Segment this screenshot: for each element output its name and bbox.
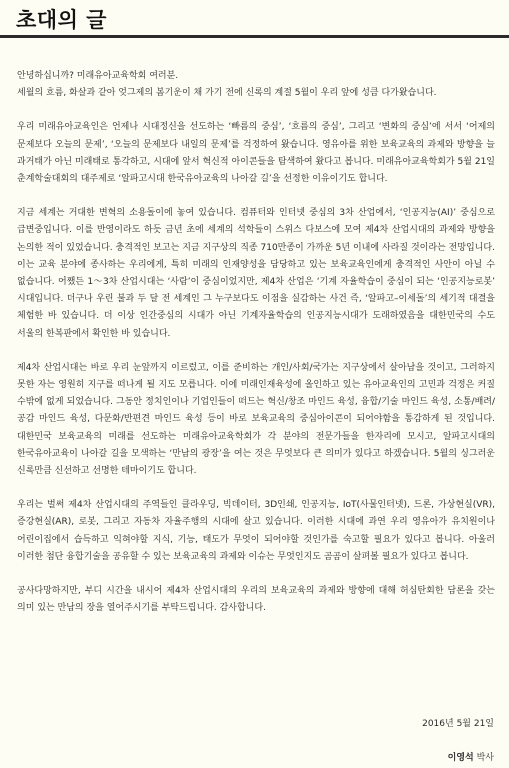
page-title: 초대의 글 — [16, 8, 107, 32]
signer-name: 이영석 — [447, 753, 474, 763]
letter-date: 2016년 5월 21일 — [422, 719, 494, 729]
paragraph-3: 제4차 산업시대는 바로 우리 눈앞까지 이르렀고, 이를 준비하는 개인/사회/국가는 지구상에서 살아남을 것이고, 그러하지 못한 자는 영원히 지구를 떠나게 될 지도 모릅니다. 이에 미래인재육성에 올인하고 있는 유아교육인의 고민과 걱정은 커질 수밖에 없게 되었습니다. 그동안 정치인이나 기업인들이 떠드는 혁신/창조 마인드 육성, 융합/기술 마인드 육성, 소통/배려/공감 마인드 육성, 다문화/반편견 마인드 육성 등이 바로 보육교육의 중심아이콘이 되어야함을 통감하게 된 것입니다. 대한민국 보육교육의 미래를 선도하는 미래유아교육학회가 각 분야의 전문가들을 한자리에 모시고, 알파고시대의 한국유아교육이 나아갈 길을 모색하는 ‘만남의 광장’을 여는 것은 무엇보다 큰 의미가 있다고 하겠습니다. 5월의 싱그러운 신록만큼 신선하고 선명한 테마이기도 합니다. — [17, 362, 495, 477]
paragraph-1: 우리 미래유아교육인은 언제나 시대정신을 선도하는 ‘빠름의 중심’, ‘흐름의 중심’, 그리고 ‘변화의 중심’에 서서 ‘어제의 문제보다 오늘의 문제’, ‘오늘의 문제보다 내일의 문제’를 걱정하여 왔습니다. 영유아를 위한 보육교육의 과제와 방향을 늘 과거태가 아닌 미래태로 통각하고, 시대에 앞서 혁신적 아이콘들을 탐색하여 왔다고 봅니다. 미래유아교육학회가 5월 21일 춘계학술대회의 대주제로 ‘알파고시대 한국유아교육의 나아갈 길’을 선정한 이유이기도 합니다. — [17, 122, 495, 185]
paragraph-2: 지금 세계는 거대한 변혁의 소용돌이에 놓여 있습니다. 컴퓨터와 인터넷 중심의 3차 산업에서, ‘인공지능(AI)’ 중심으로 급변중입니다. 이를 반영이라도 하듯 금년 초에 세계의 석학들이 스위스 다보스에 모여 제4차 산업시대의 과제와 방향을 논의한 적이 있었습니다. 충격적인 보고는 지금 지구상의 직종 710만종이 가까운 5년 이내에 사라질 것이라는 전망입니다. 이는 교육 분야에 종사하는 우리에게, 특히 미래의 인재양성을 담당하고 있는 보육교육인에게 충격적인 사안이 아닐 수 없습니다. 어쨌든 1～3차 산업시대는 ‘사람’이 중심이었지만, 제4차 산업은 ‘기계 자율학습이 중심이 되는 ‘인공지능로봇’ 시대입니다. 더구나 우린 불과 두 달 전 세계인 그 누구보다도 이점을 실감하는 사건 즉, ‘알파고–이세돌’의 세기적 대결을 체험한 바 있습니다. 더 이상 인간중심의 시대가 아닌 기계자율학습의 인공지능시대가 도래하였음을 대한민국의 수도 서울의 한복판에서 확인한 바 있습니다. — [17, 208, 495, 339]
letter-body — [17, 68, 495, 634]
greeting-line-1: 안녕하십니까? 미래유아교육학회 여러분. — [17, 71, 179, 81]
signer-title: 박사 — [473, 753, 494, 763]
greeting — [17, 68, 495, 102]
paragraph-4: 우리는 벌써 제4차 산업시대의 주역들인 클라우딩, 빅데이터, 3D인쇄, 인공지능, IoT(사물인터넷), 드론, 가상현실(VR), 증강현실(AR), 로봇, 그리고 자동차 자율주행의 시대에 살고 있습니다. 이러한 시대에 과연 우리 영유아가 유치원이나 어린이집에서 습득하고 익혀야할 지식, 기능, 태도가 무엇이 되어야할 것인가를 숙고할 필요가 있다고 봅니다. 아울러 이러한 첨단 융합기술을 공유할 수 있는 보육교육의 과제와 이슈는 무엇인지도 곰곰이 살펴볼 필요가 있다고 봅니다. — [17, 500, 495, 562]
paragraph-5: 공사다망하지만, 부디 시간을 내시어 제4차 산업시대의 우리의 보육교육의 과제와 방향에 대해 허심탄회한 담론을 갖는 의미 있는 만남의 장을 열어주시기를 부탁드립니다. 감사합니다. — [17, 586, 495, 614]
title-underline — [0, 35, 509, 38]
signature — [448, 750, 494, 763]
greeting-line-2: 세월의 흐름, 화살과 같아 엊그제의 봄기운이 채 가기 전에 신록의 계절 5월이 우리 앞에 성큼 다가왔습니다. — [17, 88, 437, 99]
